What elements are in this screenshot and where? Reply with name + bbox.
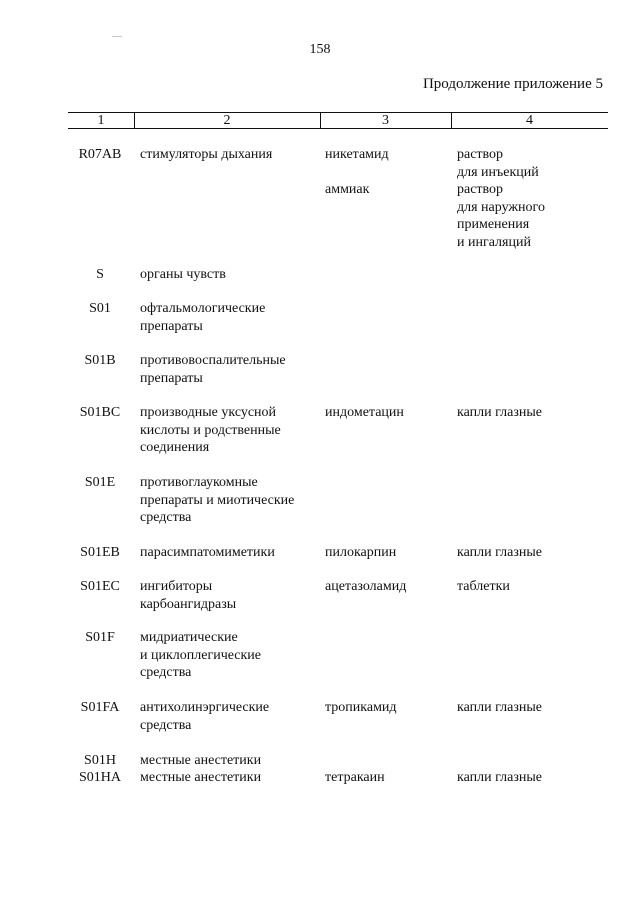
page-number: 158	[309, 42, 331, 57]
drug-name-line: ацетазоламид	[325, 579, 407, 594]
group-name-line: средства	[140, 717, 192, 733]
atc-code: S01H	[84, 753, 116, 768]
drug-name-line	[325, 164, 450, 182]
atc-code: S01	[89, 301, 111, 316]
dosage-form-line: для инъекций	[457, 164, 539, 180]
group-name-line: ингибиторы	[140, 579, 213, 594]
group-name	[140, 544, 320, 562]
group-name-line: препараты и миотические	[140, 492, 295, 508]
dosage-form-line: применения	[457, 217, 530, 232]
drug-name	[325, 699, 450, 717]
group-name	[140, 629, 320, 682]
group-name-line: соединения	[140, 440, 210, 455]
dosage-form-line: и ингаляций	[457, 234, 531, 250]
dosage-form-line: таблетки	[457, 579, 510, 594]
header-col-2: 2	[223, 113, 231, 128]
dosage-form	[457, 699, 607, 717]
header-col-4: 4	[526, 113, 533, 128]
group-name-line: мидриатические	[140, 630, 238, 645]
group-name-line: средства	[140, 665, 192, 680]
atc-code: S	[96, 267, 104, 282]
group-name-line: препараты	[140, 370, 203, 386]
drug-name	[325, 146, 450, 199]
atc-code: S01E	[84, 475, 116, 490]
group-name-line: средства	[140, 510, 192, 525]
table-header	[68, 112, 608, 129]
atc-code: S01BC	[79, 405, 121, 420]
group-name-line: карбоангидразы	[140, 596, 237, 612]
group-name-line: местные анестетики	[140, 753, 262, 768]
atc-code: S01B	[84, 353, 116, 368]
group-name-line: и циклоплегические	[140, 647, 262, 663]
group-name	[140, 769, 320, 787]
dosage-form	[457, 769, 607, 787]
atc-code: S01F	[85, 630, 115, 645]
atc-code: R07AB	[78, 147, 122, 162]
drug-name-line: аммиак	[325, 182, 370, 197]
group-name-line: стимуляторы дыхания	[140, 147, 273, 162]
group-name	[140, 300, 320, 335]
dosage-form-line: капли глазные	[457, 405, 542, 420]
group-name-line: противоглаукомные	[140, 475, 258, 490]
drug-name	[325, 404, 450, 422]
drug-name-line: пилокарпин	[325, 545, 397, 560]
dosage-form-line: капли глазные	[457, 770, 542, 785]
atc-code: S01EC	[80, 579, 120, 594]
group-name-line: местные анестетики	[140, 770, 262, 785]
group-name-line: кислоты и родственные	[140, 422, 281, 438]
atc-code: S01EB	[80, 545, 120, 560]
dosage-form	[457, 578, 607, 596]
dosage-form-line: капли глазные	[457, 700, 542, 715]
group-name-line: производные уксусной	[140, 405, 277, 420]
group-name	[140, 146, 320, 164]
group-name-line: препараты	[140, 318, 203, 334]
drug-name-line: тетракаин	[325, 770, 385, 785]
group-name-line: противовоспалительные	[140, 353, 286, 368]
drug-name	[325, 578, 450, 596]
group-name	[140, 266, 320, 284]
atc-code: S01FA	[80, 700, 120, 715]
header-col-3: 3	[382, 113, 389, 128]
group-name-line: органы чувств	[140, 267, 226, 282]
group-name-line: офтальмологические	[140, 301, 266, 316]
drug-name-line: индометацин	[325, 405, 404, 420]
drug-name	[325, 769, 450, 787]
group-name-line: антихолинэргические	[140, 700, 270, 715]
header-col-1: 1	[97, 113, 105, 128]
atc-code: S01HA	[78, 770, 121, 785]
dosage-form	[457, 404, 607, 422]
continuation-title: Продолжение приложение 5	[422, 76, 603, 92]
drug-name-line: никетамид	[325, 147, 389, 162]
drug-name	[325, 544, 450, 562]
dosage-form-line: раствор	[457, 182, 504, 197]
dosage-form-line: для наружного	[457, 199, 545, 215]
group-name	[140, 578, 320, 613]
drug-name-line: тропикамид	[325, 700, 397, 715]
group-name	[140, 752, 320, 770]
group-name	[140, 474, 320, 527]
dosage-form	[457, 146, 607, 251]
group-name	[140, 352, 320, 387]
group-name-line: парасимпатомиметики	[140, 545, 275, 560]
group-name	[140, 699, 320, 734]
dosage-form-line: капли глазные	[457, 545, 542, 560]
group-name	[140, 404, 320, 457]
scan-mark	[112, 36, 122, 37]
dosage-form-line: раствор	[457, 147, 504, 162]
dosage-form	[457, 544, 607, 562]
